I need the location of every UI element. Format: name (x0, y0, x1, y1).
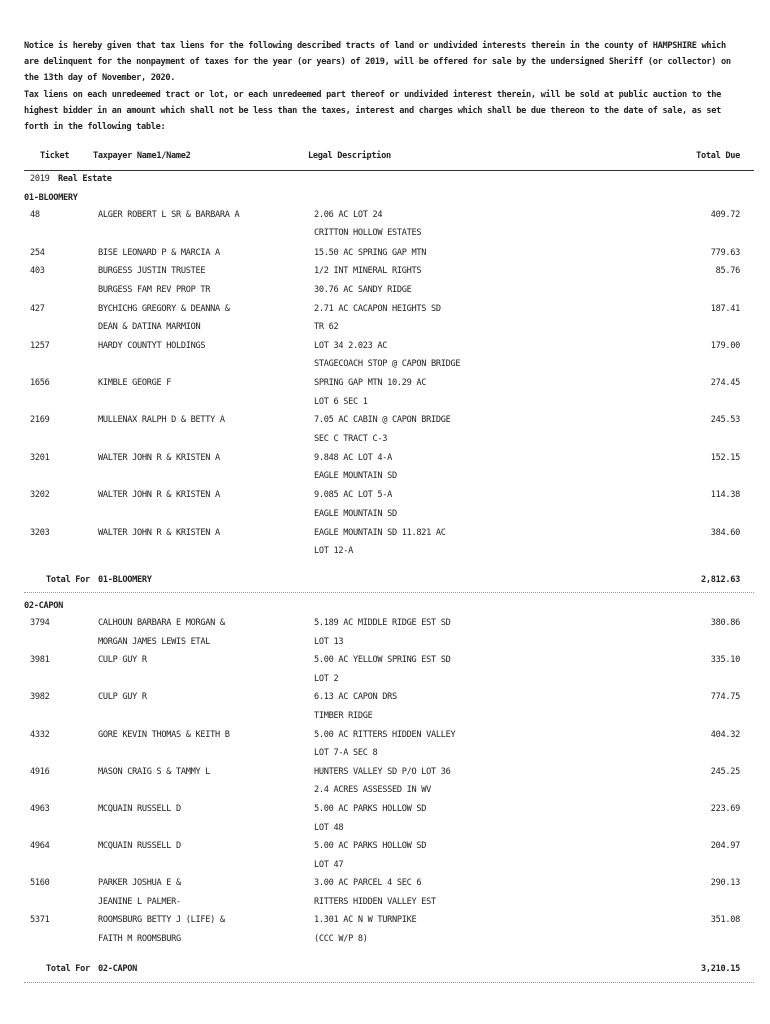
table-row (0, 228, 770, 246)
table-row (0, 823, 770, 841)
legal-description-cell: RITTERS HIDDEN VALLEY EST (314, 897, 436, 907)
taxpayer-cell: MASON CRAIG S & TAMMY L (98, 767, 211, 777)
table-row (0, 546, 770, 564)
legal-description-cell: LOT 7-A SEC 8 (314, 748, 378, 758)
total-due-cell: 3,210.15 (701, 964, 740, 974)
total-due-cell: 335.10 (710, 655, 740, 665)
table-row (0, 618, 770, 636)
table-row (0, 304, 770, 322)
table-row (0, 528, 770, 546)
taxpayer-cell: 01-BLOOMERY (24, 193, 78, 203)
table-row (0, 266, 770, 284)
legal-description-cell: 2.4 ACRES ASSESSED IN WV (314, 785, 431, 795)
ticket-cell: 4963 (30, 804, 50, 814)
total-due-cell: 384.60 (710, 528, 740, 538)
taxpayer-cell: BURGESS FAM REV PROP TR (98, 285, 211, 295)
taxpayer-cell: MULLENAX RALPH D & BETTY A (98, 415, 225, 425)
table-row (0, 210, 770, 228)
taxpayer-cell: BURGESS JUSTIN TRUSTEE (98, 266, 206, 276)
section-year: 2019 (30, 174, 50, 184)
legal-description-cell: LOT 47 (314, 860, 344, 870)
table-row (0, 471, 770, 489)
table-row (0, 897, 770, 915)
section-label: Real Estate (58, 174, 112, 184)
ticket-cell: 3981 (30, 655, 50, 665)
legal-description-cell: TIMBER RIDGE (314, 711, 373, 721)
legal-description-cell: LOT 6 SEC 1 (314, 397, 368, 407)
legal-description-cell: 3.00 AC PARCEL 4 SEC 6 (314, 878, 422, 888)
header-ticket: Ticket (40, 151, 70, 161)
taxpayer-cell: WALTER JOHN R & KRISTEN A (98, 453, 220, 463)
table-row (0, 804, 770, 822)
legal-description-cell: 15.50 AC SPRING GAP MTN (314, 248, 427, 258)
legal-description-cell: 1/2 INT MINERAL RIGHTS (314, 266, 422, 276)
table-row (0, 415, 770, 433)
total-due-cell: 380.86 (710, 618, 740, 628)
ticket-cell: 254 (30, 248, 45, 258)
total-due-cell: 290.13 (710, 878, 740, 888)
table-row (0, 490, 770, 508)
table-row (0, 878, 770, 896)
ticket-cell: 1656 (30, 378, 50, 388)
legal-description-cell: LOT 34 2.023 AC (314, 341, 388, 351)
total-due-cell: 245.53 (710, 415, 740, 425)
taxpayer-cell: MORGAN JAMES LEWIS ETAL (98, 637, 211, 647)
taxpayer-cell: ALGER ROBERT L SR & BARBARA A (98, 210, 240, 220)
legal-description-cell: SPRING GAP MTN 10.29 AC (314, 378, 427, 388)
legal-description-cell: HUNTERS VALLEY SD P/O LOT 36 (314, 767, 451, 777)
district-separator (24, 982, 754, 983)
legal-description-cell: EAGLE MOUNTAIN SD (314, 509, 397, 519)
table-row (0, 509, 770, 527)
ticket-cell: 403 (30, 266, 45, 276)
taxpayer-cell: GORE KEVIN THOMAS & KEITH B (98, 730, 230, 740)
header-total-due: Total Due (696, 151, 740, 161)
ticket-cell: 1257 (30, 341, 50, 351)
table-row (0, 841, 770, 859)
table-row (0, 248, 770, 266)
legal-description-cell: EAGLE MOUNTAIN SD 11.821 AC (314, 528, 446, 538)
header-taxpayer: Taxpayer Name1/Name2 (93, 151, 191, 161)
table-row (0, 453, 770, 471)
total-due-cell: 85.76 (715, 266, 740, 276)
table-row (0, 860, 770, 878)
table-row (0, 915, 770, 933)
ticket-cell: 4964 (30, 841, 50, 851)
legal-description-cell: (CCC W/P 8) (314, 934, 368, 944)
ticket-cell: 2169 (30, 415, 50, 425)
total-due-cell: 187.41 (710, 304, 740, 314)
legal-description-cell: TR 62 (314, 322, 339, 332)
legal-description-cell: 2.06 AC LOT 24 (314, 210, 383, 220)
table-row (0, 397, 770, 415)
legal-description-cell: 6.13 AC CAPON DRS (314, 692, 397, 702)
legal-description-cell: LOT 2 (314, 674, 339, 684)
taxpayer-cell: DEAN & DATINA MARMION (98, 322, 201, 332)
taxpayer-cell: KIMBLE GEORGE F (98, 378, 172, 388)
district-heading (0, 601, 770, 619)
taxpayer-cell: ROOMSBURG BETTY J (LIFE) & (98, 915, 225, 925)
legal-description-cell: CRITTON HOLLOW ESTATES (314, 228, 422, 238)
taxpayer-cell: JEANINE L PALMER- (98, 897, 181, 907)
total-due-cell: 409.72 (710, 210, 740, 220)
ticket-cell: 5371 (30, 915, 50, 925)
legal-description-cell: LOT 12-A (314, 546, 353, 556)
legal-description-cell: 5.00 AC PARKS HOLLOW SD (314, 841, 427, 851)
total-due-cell: 223.69 (710, 804, 740, 814)
taxpayer-cell: BISE LEONARD P & MARCIA A (98, 248, 220, 258)
table-row (0, 434, 770, 452)
taxpayer-cell: 01-BLOOMERY (98, 575, 152, 585)
total-due-cell: 245.25 (710, 767, 740, 777)
total-due-cell: 204.97 (710, 841, 740, 851)
ticket-cell: 5160 (30, 878, 50, 888)
taxpayer-cell: CALHOUN BARBARA E MORGAN & (98, 618, 225, 628)
legal-description-cell: 30.76 AC SANDY RIDGE (314, 285, 412, 295)
legal-description-cell: 2.71 AC CACAPON HEIGHTS SD (314, 304, 441, 314)
table-row (0, 785, 770, 803)
section-heading (0, 174, 770, 192)
taxpayer-cell: 02-CAPON (98, 964, 137, 974)
legal-description-cell: 7.05 AC CABIN @ CAPON BRIDGE (314, 415, 451, 425)
ticket-cell: 3202 (30, 490, 50, 500)
ticket-cell: 3201 (30, 453, 50, 463)
taxpayer-cell: BYCHICHG GREGORY & DEANNA & (98, 304, 230, 314)
legal-description-cell: EAGLE MOUNTAIN SD (314, 471, 397, 481)
taxpayer-cell: MCQUAIN RUSSELL D (98, 804, 181, 814)
total-due-cell: 774.75 (710, 692, 740, 702)
total-due-cell: 274.45 (710, 378, 740, 388)
taxpayer-cell: 02-CAPON (24, 601, 63, 611)
taxpayer-cell: WALTER JOHN R & KRISTEN A (98, 490, 220, 500)
legal-description-cell: 9.085 AC LOT 5-A (314, 490, 392, 500)
notice-paragraph-1: Notice is hereby given that tax liens for the following described tracts of land or undivided interests therein in the county of HAMPSHIRE which are delinquent for the nonpayment of taxes for the year (or years) of 2019, will be offered for sale by the undersigned Sheriff (or collector) on the 13th day of November, 2020. (24, 41, 731, 84)
table-row (0, 637, 770, 655)
total-due-cell: 404.32 (710, 730, 740, 740)
taxpayer-cell: HARDY COUNTYT HOLDINGS (98, 341, 206, 351)
table-row (0, 767, 770, 785)
table-row (0, 322, 770, 340)
table-row (0, 359, 770, 377)
total-due-cell: 179.00 (710, 341, 740, 351)
district-total-row (0, 575, 770, 593)
legal-description-cell: 1.301 AC N W TURNPIKE (314, 915, 417, 925)
table-row (0, 285, 770, 303)
notice-paragraph-2: Tax liens on each unredeemed tract or lot, or each unredeemed part thereof or undivided interest therein, will be sold at public auction to the highest bidder in an amount which shall not be less than the taxes, interest and charges which shall be due thereon to the date of sale, as set forth in the following table: (24, 89, 721, 133)
table-row (0, 748, 770, 766)
total-due-cell: 152.15 (710, 453, 740, 463)
legal-description-cell: 5.00 AC YELLOW SPRING EST SD (314, 655, 451, 665)
ticket-cell: Total For (46, 575, 90, 585)
table-row (0, 934, 770, 952)
legal-description-cell: LOT 48 (314, 823, 344, 833)
total-due-cell: 351.08 (710, 915, 740, 925)
legal-description-cell: 5.189 AC MIDDLE RIDGE EST SD (314, 618, 451, 628)
notice-text (24, 38, 744, 135)
ticket-cell: 3794 (30, 618, 50, 628)
total-due-cell: 779.63 (710, 248, 740, 258)
legal-description-cell: 5.00 AC PARKS HOLLOW SD (314, 804, 427, 814)
ticket-cell: 4332 (30, 730, 50, 740)
legal-description-cell: 9.848 AC LOT 4-A (314, 453, 392, 463)
ticket-cell: 3982 (30, 692, 50, 702)
taxpayer-cell: FAITH M ROOMSBURG (98, 934, 181, 944)
table-row (0, 655, 770, 673)
total-due-cell: 2,812.63 (701, 575, 740, 585)
table-row (0, 692, 770, 710)
legal-description-cell: SEC C TRACT C-3 (314, 434, 388, 444)
district-heading (0, 193, 770, 211)
table-row (0, 378, 770, 396)
taxpayer-cell: PARKER JOSHUA E & (98, 878, 181, 888)
table-row (0, 674, 770, 692)
ticket-cell: Total For (46, 964, 90, 974)
ticket-cell: 427 (30, 304, 45, 314)
ticket-cell: 3203 (30, 528, 50, 538)
table-row (0, 341, 770, 359)
table-row (0, 711, 770, 729)
ticket-cell: 4916 (30, 767, 50, 777)
header-rule (24, 170, 754, 171)
legal-description-cell: STAGECOACH STOP @ CAPON BRIDGE (314, 359, 461, 369)
header-legal-description: Legal Description (308, 151, 391, 161)
taxpayer-cell: CULP GUY R (98, 655, 147, 665)
legal-description-cell: 5.00 AC RITTERS HIDDEN VALLEY (314, 730, 456, 740)
taxpayer-cell: WALTER JOHN R & KRISTEN A (98, 528, 220, 538)
legal-description-cell: LOT 13 (314, 637, 344, 647)
taxpayer-cell: MCQUAIN RUSSELL D (98, 841, 181, 851)
ticket-cell: 48 (30, 210, 40, 220)
table-row (0, 730, 770, 748)
district-total-row (0, 964, 770, 982)
total-due-cell: 114.38 (710, 490, 740, 500)
taxpayer-cell: CULP GUY R (98, 692, 147, 702)
